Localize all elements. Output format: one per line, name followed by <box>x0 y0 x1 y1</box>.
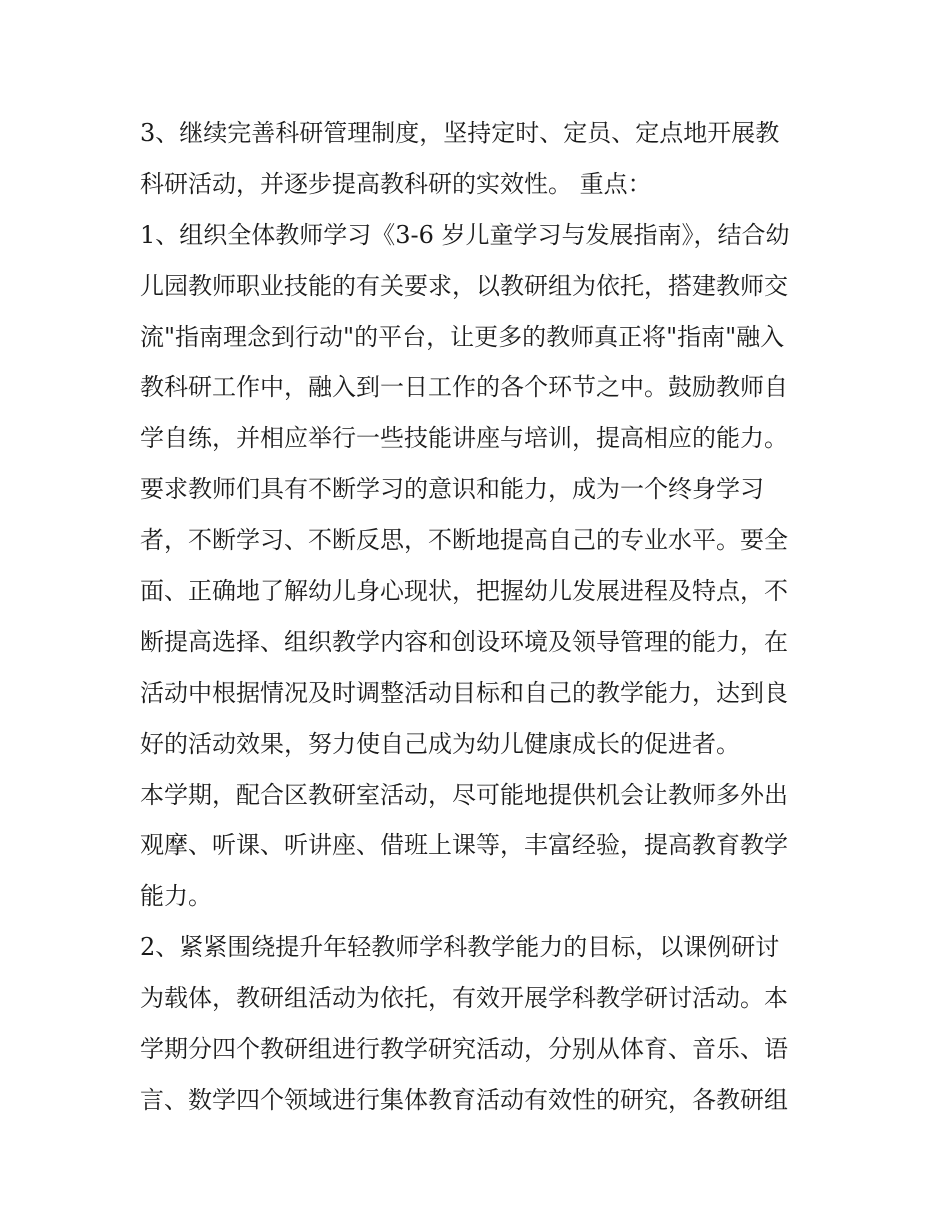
text-line: 观摩、听课、听讲座、借班上课等，丰富经验，提高教育教学 <box>140 831 788 860</box>
text-line: 儿园教师职业技能的有关要求，以教研组为依托，搭建教师交 <box>140 271 788 300</box>
text-line: 者，不断学习、不断反思，不断地提高自己的专业水平。要全 <box>140 526 788 555</box>
text-line: 2、紧紧围绕提升年轻教师学科教学能力的目标，以课例研讨 <box>140 933 780 962</box>
text-line: 科研活动，并逐步提高教科研的实效性。 重点： <box>140 169 652 198</box>
document-body <box>140 108 820 1126</box>
text-line: 活动中根据情况及时调整活动目标和自己的教学能力，达到良 <box>140 678 788 707</box>
text-line: 教科研工作中，融入到一日工作的各个环节之中。鼓励教师自 <box>140 373 788 402</box>
text-line: 面、正确地了解幼儿身心现状，把握幼儿发展进程及特点，不 <box>140 577 788 606</box>
text-line: 能力。 <box>140 882 212 911</box>
text-line: 好的活动效果，努力使自己成为幼儿健康成长的促进者。 <box>140 729 740 758</box>
text-line: 3、继续完善科研管理制度，坚持定时、定员、定点地开展教 <box>140 119 780 147</box>
text-line: 学自练，并相应举行一些技能讲座与培训，提高相应的能力。 <box>140 424 788 453</box>
text-line: 1、组织全体教师学习《3-6 岁儿童学习与发展指南》，结合幼 <box>140 220 790 249</box>
text-line: 为载体，教研组活动为依托，有效开展学科教学研讨活动。本 <box>140 984 788 1013</box>
text-line: 本学期，配合区教研室活动，尽可能地提供机会让教师多外出 <box>140 780 788 809</box>
text-line: 断提高选择、组织教学内容和创设环境及领导管理的能力，在 <box>140 627 788 656</box>
text-line: 要求教师们具有不断学习的意识和能力，成为一个终身学习 <box>140 475 764 504</box>
text-line: 学期分四个教研组进行教学研究活动，分别从体育、音乐、语 <box>140 1035 788 1064</box>
text-line: 言、数学四个领域进行集体教育活动有效性的研究，各教研组 <box>140 1085 788 1114</box>
text-line: 流"指南理念到行动"的平台，让更多的教师真正将"指南"融入 <box>140 322 785 351</box>
